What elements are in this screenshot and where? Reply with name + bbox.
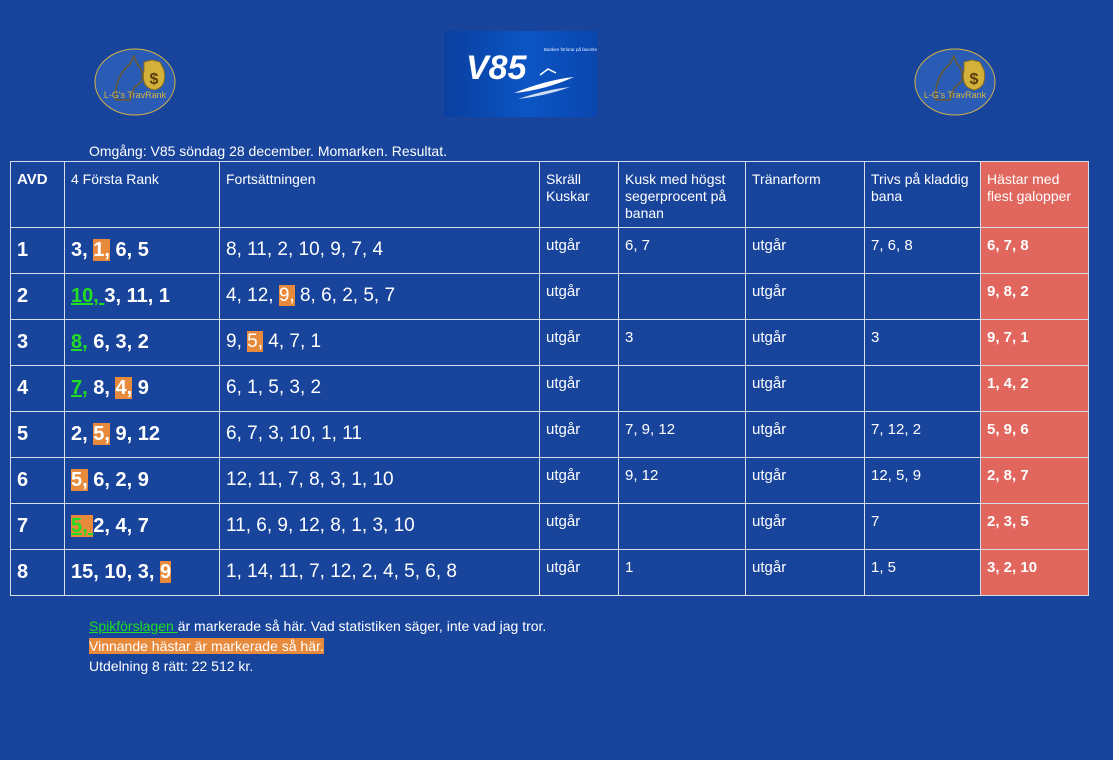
cell-trivs [865,366,981,412]
winner-horse: 5, [247,331,263,352]
winner-horse: 4, [115,377,133,399]
spik-horse[interactable]: 8, [71,331,88,353]
cell-tranarform: utgår [746,458,865,504]
cell-trivs [865,274,981,320]
round-caption: Omgång: V85 söndag 28 december. Momarken. Resultat. [89,143,447,159]
cell-avd: 7 [11,504,65,550]
cell-fortsattningen [220,550,540,596]
horse-numbers: 6, 3, 2 [87,331,149,353]
table-row [11,366,1089,412]
cell-fortsattningen [220,366,540,412]
cell-kusk [619,504,746,550]
table-row [11,504,1089,550]
winner-horse: 5, [71,469,88,491]
table-row [11,320,1089,366]
svg-text:$: $ [969,71,979,88]
header-skrall-kuskar: Skräll Kuskar [540,162,619,228]
cell-fortsattningen [220,274,540,320]
horse-numbers: 4, 12, [226,285,279,306]
cell-skrall: utgår [540,504,619,550]
horse-numbers: 8, [87,377,116,399]
cell-tranarform: utgår [746,228,865,274]
header-tranarform: Tränarform [746,162,865,228]
cell-skrall: utgår [540,320,619,366]
cell-skrall: utgår [540,228,619,274]
horse-numbers: 6, 1, 5, 3, 2 [226,377,322,398]
table-row [11,458,1089,504]
logo-text: L-G's TravRank [103,90,167,100]
cell-avd: 5 [11,412,65,458]
cell-fortsattningen [220,320,540,366]
spik-legend-text: är markerade så här. Vad statistiken säger, inte vad jag tror. [177,618,547,634]
cell-tranarform: utgår [746,274,865,320]
cell-fortsattningen [220,458,540,504]
cell-galopp: 3, 2, 10 [981,550,1089,596]
cell-rank [65,228,220,274]
horse-numbers: 6, 2, 9 [87,469,149,491]
cell-kusk: 3 [619,320,746,366]
cell-avd: 1 [11,228,65,274]
v85-logo [444,31,597,117]
cell-skrall: utgår [540,412,619,458]
horse-numbers: 1, 14, 11, 7, 12, 2, 4, 5, 6, 8 [226,561,457,582]
horse-numbers: 9 [132,377,149,399]
cell-trivs: 7, 12, 2 [865,412,981,458]
horse-numbers: 11, 6, 9, 12, 8, 1, 3, 10 [226,515,415,536]
cell-trivs: 7 [865,504,981,550]
cell-kusk: 6, 7 [619,228,746,274]
cell-rank [65,458,220,504]
cell-kusk: 9, 12 [619,458,746,504]
header-rank: 4 Första Rank [65,162,220,228]
cell-skrall: utgår [540,366,619,412]
cell-tranarform: utgår [746,366,865,412]
horse-numbers: 2, [71,423,94,445]
winner-legend: Vinnande hästar är markerade så här. [89,638,324,654]
spik-legend-link[interactable]: Spikförslagen [89,618,178,634]
cell-kusk [619,366,746,412]
horse-numbers: 3, [71,239,94,261]
cell-fortsattningen [220,412,540,458]
cell-skrall: utgår [540,458,619,504]
results-table [10,161,1089,596]
cell-fortsattningen [220,504,540,550]
winner-horse: 9 [159,561,172,583]
horse-numbers: 6, 5 [109,239,149,261]
cell-trivs: 3 [865,320,981,366]
winner-horse: 5, [93,423,110,445]
cell-galopp: 9, 7, 1 [981,320,1089,366]
lg-travrank-logo-left [94,48,176,116]
cell-kusk: 7, 9, 12 [619,412,746,458]
spik-horse[interactable]: 7, [71,377,88,399]
cell-rank [65,550,220,596]
cell-avd: 6 [11,458,65,504]
cell-kusk [619,274,746,320]
cell-tranarform: utgår [746,412,865,458]
cell-tranarform: utgår [746,550,865,596]
table-row [11,412,1089,458]
table-row [11,228,1089,274]
cell-galopp: 6, 7, 8 [981,228,1089,274]
winner-horse: 1, [93,239,110,261]
cell-rank [65,504,220,550]
horse-numbers: 12, 11, 7, 8, 3, 1, 10 [226,469,394,490]
note-payout: Utdelning 8 rätt: 22 512 kr. [89,658,254,674]
header-flest-galopper: Hästar med flest galopper [981,162,1089,228]
header-avd: AVD [11,162,65,228]
table-row [11,274,1089,320]
cell-kusk: 1 [619,550,746,596]
cell-trivs: 7, 6, 8 [865,228,981,274]
cell-galopp: 9, 8, 2 [981,274,1089,320]
header-trivs-kladdig: Trivs på kladdig bana [865,162,981,228]
logo-text: L-G's TravRank [923,90,987,100]
note-spik [89,616,546,636]
table-row [11,550,1089,596]
horse-numbers: 4, 7, 1 [262,331,322,352]
cell-trivs: 12, 5, 9 [865,458,981,504]
cell-rank [65,274,220,320]
cell-galopp: 1, 4, 2 [981,366,1089,412]
legend-notes [89,616,546,676]
horse-numbers: 9, [226,331,248,352]
cell-avd: 8 [11,550,65,596]
horse-numbers: 8, 6, 2, 5, 7 [294,285,396,306]
horse-numbers: 8, 11, 2, 10, 9, 7, 4 [226,239,384,260]
v85-logo-tagline: Banken förlorar på favoriter! [544,47,597,52]
horse-numbers: 2, 4, 7 [93,515,149,537]
v85-logo-text: V85 [466,49,527,87]
cell-galopp: 5, 9, 6 [981,412,1089,458]
cell-trivs: 1, 5 [865,550,981,596]
winner-horse: 9, [278,285,295,306]
spik-horse[interactable]: 10, [71,285,105,307]
cell-avd: 3 [11,320,65,366]
cell-fortsattningen [220,228,540,274]
horse-numbers: 15, 10, 3, [71,561,160,583]
cell-skrall: utgår [540,550,619,596]
header-kusk-segerprocent: Kusk med högst segerprocent på banan [619,162,746,228]
horse-numbers: 3, 11, 1 [104,285,170,307]
cell-tranarform: utgår [746,320,865,366]
cell-avd: 2 [11,274,65,320]
horse-numbers: 9, 12 [109,423,160,445]
header-fortsattningen: Fortsättningen [220,162,540,228]
cell-skrall: utgår [540,274,619,320]
cell-galopp: 2, 8, 7 [981,458,1089,504]
spik-horse[interactable]: 5, [71,515,94,537]
cell-tranarform: utgår [746,504,865,550]
cell-rank [65,366,220,412]
note-winners [89,636,546,656]
horse-numbers: 6, 7, 3, 10, 1, 11 [226,423,362,444]
svg-text:$: $ [149,71,159,88]
cell-rank [65,320,220,366]
cell-rank [65,412,220,458]
cell-avd: 4 [11,366,65,412]
table-header-row [11,162,1089,228]
lg-travrank-logo-right [914,48,996,116]
cell-galopp: 2, 3, 5 [981,504,1089,550]
